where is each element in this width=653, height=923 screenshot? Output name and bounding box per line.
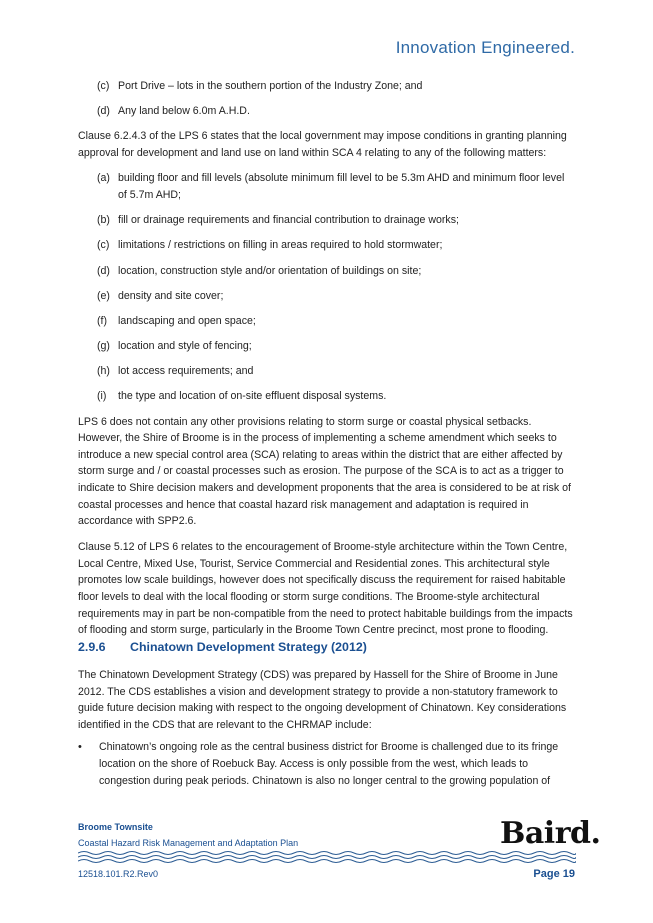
footer-wave-divider-icon [78, 850, 576, 864]
list-item-label: (g) [97, 340, 110, 353]
list-item-text: density and site cover; [118, 289, 224, 302]
list-item-text: limitations / restrictions on filling in areas required to hold stormwater; [118, 239, 443, 252]
list-item-text: lot access requirements; and [118, 365, 254, 378]
list-item-text: landscaping and open space; [118, 314, 256, 327]
list-item-label: (d) [97, 264, 110, 277]
list-item-text: building floor and fill levels (absolute minimum fill level to be 5.3m AHD and minimum floor level of 5.7m AHD; [118, 172, 565, 201]
list-item-text: fill or drainage requirements and financial contribution to drainage works; [118, 214, 459, 227]
section-heading [78, 640, 367, 654]
footer-report-title: Coastal Hazard Risk Management and Adaptation Plan [78, 838, 299, 848]
section-title: Chinatown Development Strategy (2012) [130, 640, 367, 654]
list-item-text: Any land below 6.0m A.H.D. [118, 105, 250, 118]
footer-project-title: Broome Townsite [78, 822, 153, 832]
list-item-text: Port Drive – lots in the southern portion of the Industry Zone; and [118, 80, 423, 92]
list-item [78, 363, 576, 380]
header-tagline: Innovation Engineered. [395, 38, 575, 57]
bullet-icon: • [78, 741, 82, 754]
document-body [78, 78, 576, 639]
section-body [78, 667, 576, 789]
list-item-label: (e) [97, 289, 110, 302]
page-number: Page 19 [533, 868, 575, 880]
list-item [78, 288, 576, 305]
list-item-label: (c) [97, 80, 110, 92]
bullet-item [78, 739, 576, 789]
list-item [78, 388, 576, 405]
list-item [78, 263, 576, 280]
list-item [78, 313, 576, 330]
baird-logo: Baird. [500, 816, 601, 851]
paragraph: The Chinatown Development Strategy (CDS) was prepared by Hassell for the Shire of Broome in June 2012. The CDS establishes a vision and development strategy to provide a non-statutory framework to guide future decision making with respect to the ongoing development of Chinatown. Key considerations identified in the CDS that are relevant to the CHRMAP include: [78, 669, 567, 731]
list-item-text: location and style of fencing; [118, 340, 252, 353]
list-item [78, 170, 576, 203]
list-item [78, 237, 576, 254]
list-item-label: (b) [97, 214, 110, 227]
list-item-label: (i) [97, 390, 107, 403]
list-item-label: (f) [97, 314, 107, 327]
list-item-text: location, construction style and/or orientation of buildings on site; [118, 264, 422, 277]
list-item [78, 212, 576, 229]
bullet-text: Chinatown’s ongoing role as the central business district for Broome is challenged due to its fringe location on the shore of Roebuck Bay. Access is only possible from the west, which leads to congestion during peak periods. Chinatown is also no longer central to the growing population of [99, 741, 559, 787]
paragraph: Clause 5.12 of LPS 6 relates to the encouragement of Broome-style architecture within the Town Centre, Local Centre, Mixed Use, Tourist, Service Commercial and Residential zones. This architectural style promotes low scale buildings, however does not specifically discuss the requirement for raised habitable floor levels to deal with the local flooding or storm surge conditions. The Broome-style architectural requirements may in part be non-compatible from the need to protect habitable buildings from the impacts of flooding and storm surge, particularly in the Broome Town Centre precinct, most prone to flooding. [78, 541, 573, 637]
list-item-label: (c) [97, 239, 110, 252]
list-item-label: (a) [97, 172, 110, 185]
section-number: 2.9.6 [78, 640, 106, 654]
list-item-label: (h) [97, 365, 110, 378]
list-item [78, 78, 576, 95]
paragraph: Clause 6.2.4.3 of the LPS 6 states that the local government may impose conditions in granting planning approval for development and land use on land within SCA 4 relating to any of the following matters: [78, 130, 567, 159]
list-item-text: the type and location of on-site effluent disposal systems. [118, 390, 387, 403]
list-item-label: (d) [97, 105, 110, 118]
paragraph: LPS 6 does not contain any other provisions relating to storm surge or coastal physical setbacks. However, the Shire of Broome is in the process of implementing a scheme amendment which seeks to introduce a new special control area (SCA) relating to areas within the district that are either affected by storm surge and / or coastal processes such as erosion. The purpose of the SCA is to act as a trigger to indicate to Shire decision makers and development proponents that the area is considered to be at risk of coastal processes and hence that coastal hazard risk management and adaptation is required in accordance with SPP2.6. [78, 415, 571, 528]
list-item [78, 103, 576, 120]
list-item [78, 338, 576, 355]
footer-reference: 12518.101.R2.Rev0 [78, 869, 159, 879]
